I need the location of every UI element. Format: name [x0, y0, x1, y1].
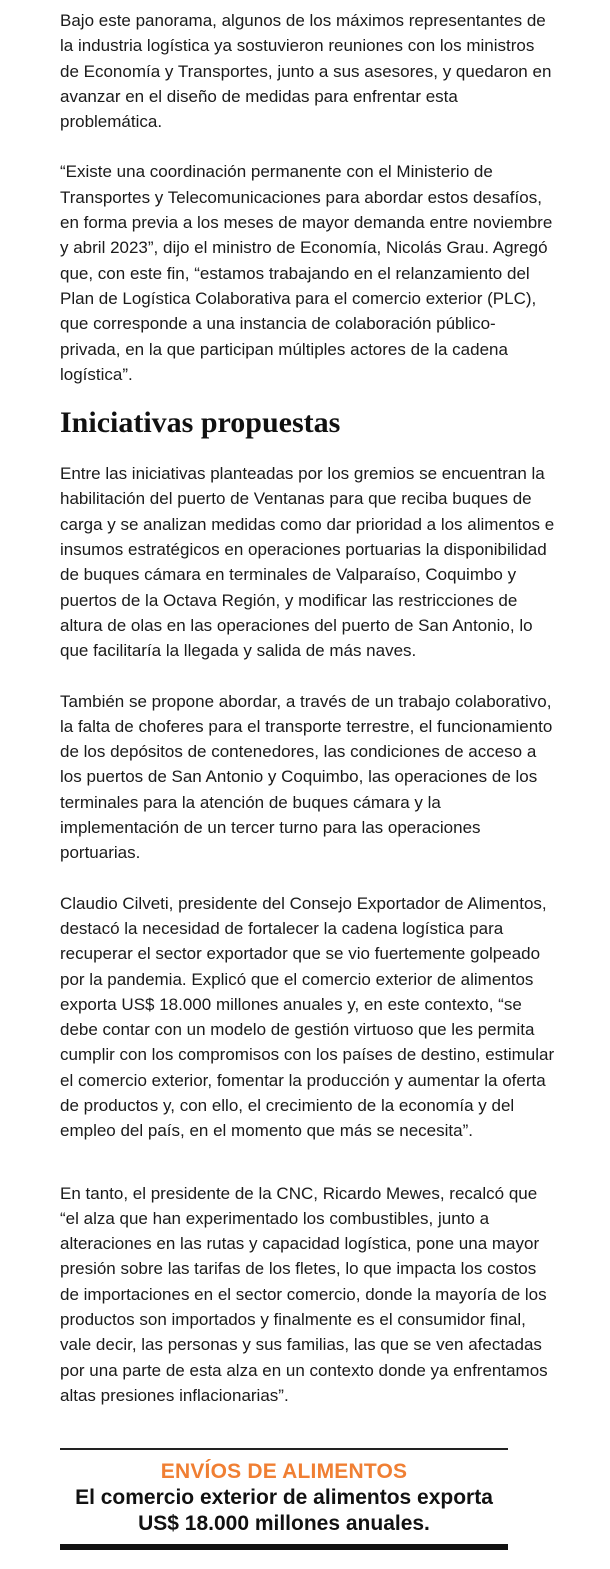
paragraph-panorama: Bajo este panorama, algunos de los máximos representantes de la industria logística ya sostuvieron reuniones con los ministros de Economía y Transportes, junto a sus asesores, y quedaron en avanzar en el diseño de medidas para enfrentar esta problemática. — [60, 11, 552, 132]
paragraph-cilveti: Claudio Cilveti, presidente del Consejo Exportador de Alimentos, destacó la necesidad de fortalecer la cadena logística para recuperar el sector exportador que se vio fuertemente golpeado por la pandemia. Explicó que el comercio exterior de alimentos exporta US$ 18.000 millones anuales y, en este contexto, “se debe contar con un modelo de gestión virtuoso que les permita cumplir con los compromisos con los países de destino, estimular el comercio exterior, fomentar la producción y aumentar la oferta de productos y, con ello, el crecimiento de la economía y del empleo del país, en el momento que más se necesita”. — [60, 893, 555, 1141]
article-body — [60, 8, 556, 1433]
pullquote-kicker: ENVÍOS DE ALIMENTOS — [160, 1460, 408, 1483]
paragraph-mewes: En tanto, el presidente de la CNC, Ricardo Mewes, recalcó que “el alza que han experimentado los combustibles, junto a alteraciones en las rutas y capacidad logística, pone una mayor presión sobre las tarifas de los fletes, lo que impacta los costos de importaciones en el sector comercio, donde la mayoría de los productos son importados y finalmente es el consumidor final, vale decir, las personas y sus familias, las que se ven afectadas por una parte de esta alza en un contexto donde ya enfrentamos altas presiones inflacionarias”. — [60, 1183, 548, 1405]
paragraph-initiatives: Entre las iniciativas planteadas por los gremios se encuentran la habilitación del puerto de Ventanas para que reciba buques de carga y se analizan medidas como dar prioridad a los alimentos e insumos estratégicos en operaciones portuarias la disponibilidad de buques cámara en terminales de Valparaíso, Coquimbo y puertos de la Octava Región, y modificar las restricciones de altura de olas en las operaciones del puerto de San Antonio, lo que facilitaría la llegada y salida de más naves. — [60, 464, 555, 661]
pullquote — [60, 1448, 508, 1550]
pullquote-text: El comercio exterior de alimentos exporta US$ 18.000 millones anuales. — [75, 1486, 493, 1535]
paragraph-minister-quote: “Existe una coordinación permanente con el Ministerio de Transportes y Telecomunicaciones para abordar estos desafíos, en forma previa a los meses de mayor demanda entre noviembre y abril 2023”, dijo el ministro de Economía, Nicolás Grau. Agregó que, con este fin, “estamos trabajando en el relanzamiento del Plan de Logística Colaborativa para el comercio exterior (PLC), que corresponde a una instancia de colaboración público-privada, en la que participan múltiples actores de la cadena logística”. — [60, 162, 553, 384]
section-heading: Iniciativas propuestas — [60, 406, 341, 440]
paragraph-collaborative-work: También se propone abordar, a través de un trabajo colaborativo, la falta de choferes para el transporte terrestre, el funcionamiento de los depósitos de contenedores, las condiciones de acceso a los puertos de San Antonio y Coquimbo, las operaciones de los terminales para la atención de buques cámara y la implementación de un tercer turno para las operaciones portuarias. — [60, 691, 553, 863]
